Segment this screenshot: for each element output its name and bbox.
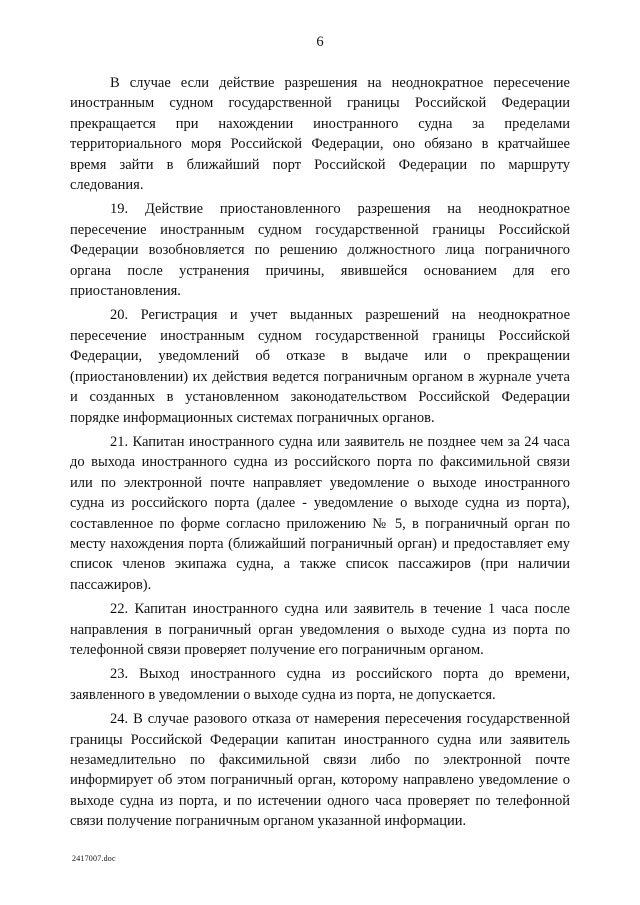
- paragraph-22: 22. Капитан иностранного судна или заявитель в течение 1 часа после направления в пограничный орган уведомления о выходе судна из порта по телефонной связи проверяет получение его пограничным органом.: [70, 601, 570, 658]
- paragraph-19: 19. Действие приостановленного разрешения на неоднократное пересечение иностранным судном государственной границы Российской Федерации возобновляется по решению должностного лица пограничного органа после устранения причины, явившейся основанием для его приостановления.: [70, 201, 570, 300]
- document-body: [70, 73, 570, 836]
- document-file-code: 2417007.doc: [72, 854, 116, 863]
- page-number: 6: [316, 34, 324, 50]
- paragraph-continuation: В случае если действие разрешения на неоднократное пересечение иностранным судном государственной границы Российской Федерации прекращается при нахождении иностранного судна за пределами территориального моря Российской Федерации, оно обязано в кратчайшее время зайти в ближайший порт Российской Федерации по маршруту следования.: [70, 75, 570, 194]
- paragraph-23: 23. Выход иностранного судна из российского порта до времени, заявленного в уведомлении о выходе судна из порта, не допускается.: [70, 666, 570, 703]
- paragraph-21: 21. Капитан иностранного судна или заявитель не позднее чем за 24 часа до выхода иностранного судна из российского порта по факсимильной связи или по электронной почте направляет уведомление о выходе иностранного судна из российского порта (далее - уведомление о выходе судна из порта), составленное по форме согласно приложению № 5, в пограничный орган по месту нахождения порта (ближайший пограничный орган) и предоставляет ему список членов экипажа судна, а также список пассажиров (при наличии пассажиров).: [70, 433, 570, 593]
- paragraph-20: 20. Регистрация и учет выданных разрешений на неоднократное пересечение иностранным судном государственной границы Российской Федерации, уведомлений об отказе в выдаче или о прекращении (приостановлении) их действия ведется пограничным органом в журнале учета и созданных в установленном законодательством Российской Федерации порядке информационных системах пограничных органов.: [70, 307, 570, 426]
- paragraph-24: 24. В случае разового отказа от намерения пересечения государственной границы Российской Федерации капитан иностранного судна или заявитель незамедлительно по факсимильной связи либо по электронной почте информирует об этом пограничный орган, которому направлено уведомление о выходе судна из порта, и по истечении одного часа проверяет по телефонной связи получение пограничным органом указанной информации.: [70, 711, 570, 830]
